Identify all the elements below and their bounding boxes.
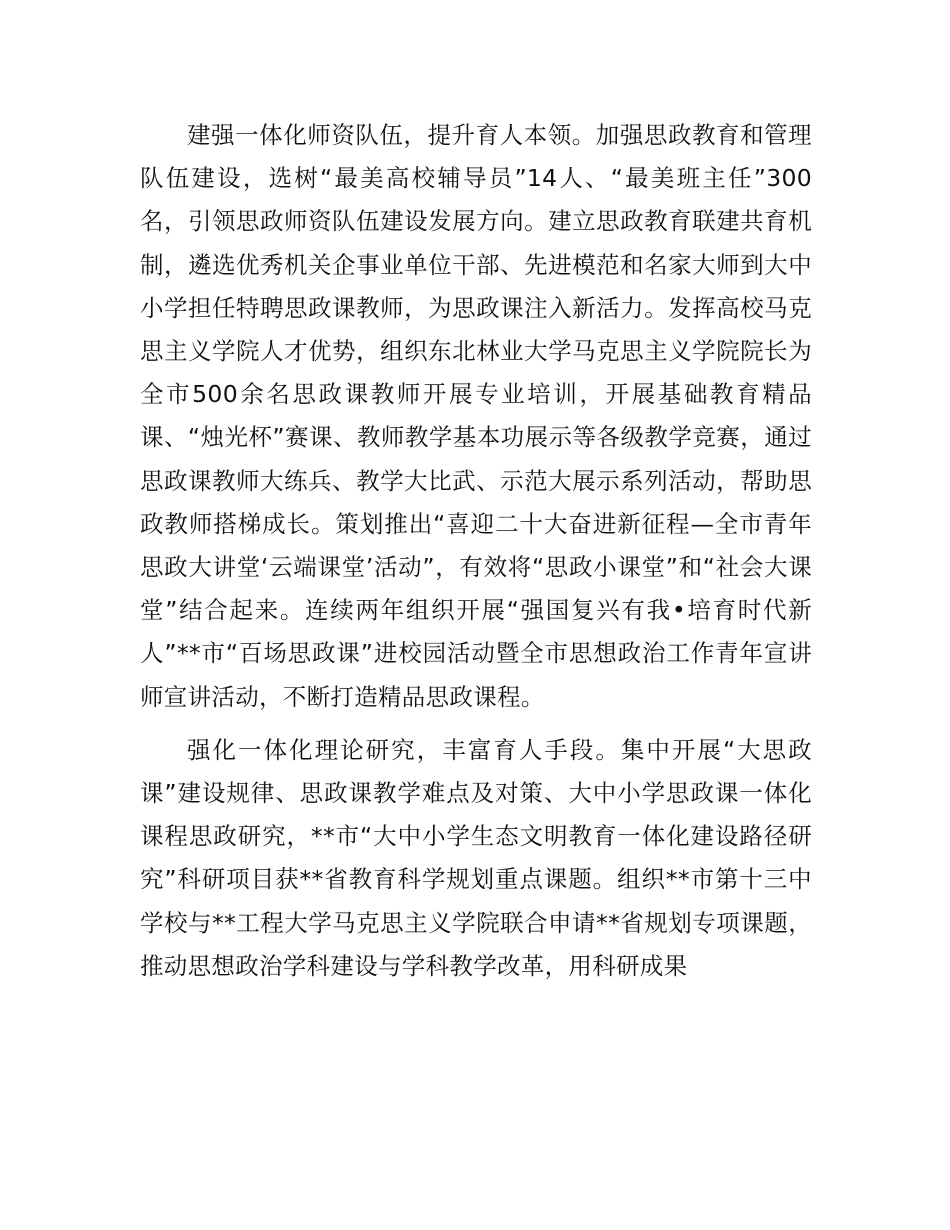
paragraph-teacher-team: 建强一体化师资队伍，提升育人本领。加强思政教育和管理队伍建设，选树“最美高校辅导员”14人、“最美班主任”300名，引领思政师资队伍建设发展方向。建立思政教育联建共育机制，遴选优秀机关企事业单位干部、先进模范和名家大师到大中小学担任特聘思政课教师，为思政课注入新活力。发挥高校马克思主义学院人才优势，组织东北林业大学马克思主义学院院长为全市500余名思政课教师开展专业培训，开展基础教育精品课、“烛光杯”赛课、教师教学基本功展示等各级教学竞赛，通过思政课教师大练兵、教学大比武、示范大展示系列活动，帮助思政教师搭梯成长。策划推出“喜迎二十大奋进新征程—全市青年思政大讲堂‘云端课堂’活动”，有效将“思政小课堂”和“社会大课堂”结合起来。连续两年组织开展“强国复兴有我•培育时代新人”**市“百场思政课”进校园活动暨全市思想政治工作青年宣讲师宣讲活动，不断打造精品思政课程。 [140, 121, 812, 711]
paragraph-theory-research: 强化一体化理论研究，丰富育人手段。集中开展“大思政课”建设规律、思政课教学难点及对策、大中小学思政课一体化课程思政研究，**市“大中小学生态文明教育一体化建设路径研究”科研项目获**省教育科学规划重点课题。组织**市第十三中学校与**工程大学马克思主义学院联合申请**省规划专项课题，推动思想政治学科建设与学科教学改革，用科研成果 [140, 735, 812, 980]
document-body [140, 114, 812, 988]
